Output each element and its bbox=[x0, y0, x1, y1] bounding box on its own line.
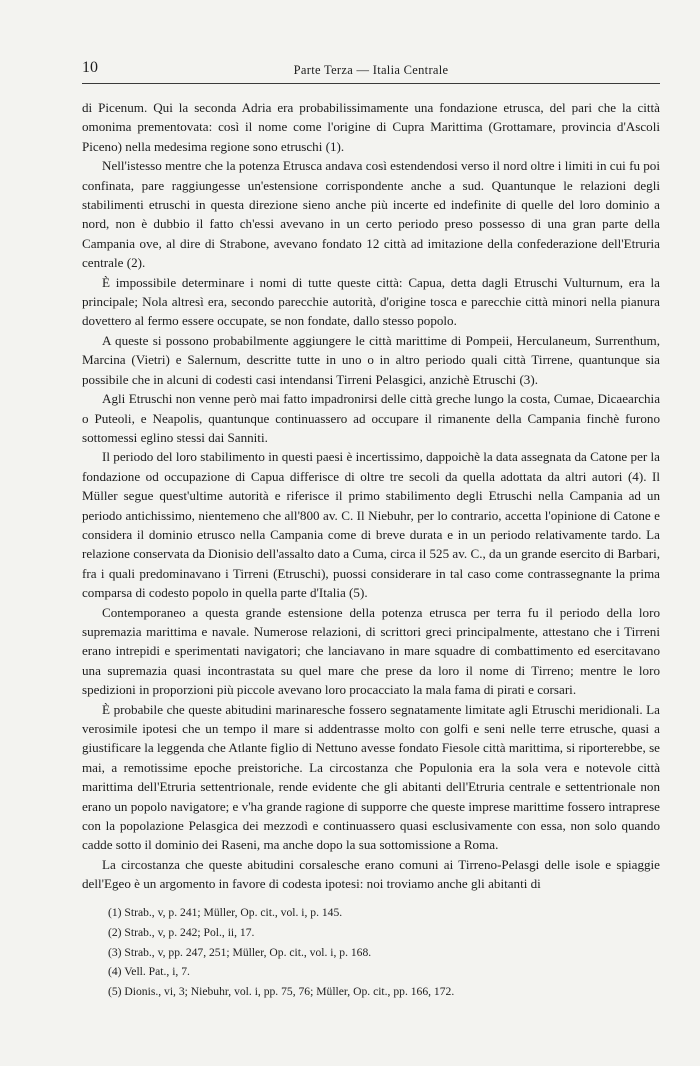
footnote-3: (3) Strab., v, pp. 247, 251; Müller, Op. cit., vol. i, p. 168. bbox=[108, 945, 372, 959]
paragraph-5: Agli Etruschi non venne però mai fatto impadronirsi delle città greche lungo la costa, Cumae, Dicaearchia o Puteoli, e Neapolis, quantunque continuassero ad occupare il rimanente della Campania finchè furono sottomessi eglino stessi dai Sanniti. bbox=[82, 391, 660, 445]
paragraph-7: Contemporaneo a questa grande estensione della potenza etrusca per terra fu il periodo della loro supremazia marittima e navale. Numerose relazioni, di scrittori greci principalmente, attestano che i Tirreni erano intrepidi e sperimentati navigatori; che lanciavano in mare squadre di combattimento ed esercitavano una supremazia quasi incontrastata su quel mare che prese da loro il nome di Tirreno; mentre le loro spedizioni in proporzioni più piccole avevano loro procacciato la mala fama di pirati e corsari. bbox=[82, 604, 660, 698]
paragraph-9: La circostanza che queste abitudini corsalesche erano comuni ai Tirreno-Pelasgi delle isole e spiaggie dell'Egeo è un argomento in favore di codesta ipotesi: noi troviamo anche gli abitanti di bbox=[82, 856, 660, 892]
paragraph-6: Il periodo del loro stabilimento in questi paesi è incertissimo, dappoichè la data assegnata da Catone per la fondazione od occupazione di Capua differisce di oltre tre secoli da quella adottata da altri autori (4). Il Müller segue quest'ultime autorità e riferisce il primo stabilimento degli Etruschi nella Campania ad un periodo antichissimo, nientemeno che all'800 av. C. Il Niebuhr, per lo contrario, accetta l'opinione di Catone e considera il dominio etrusco nella Campania come di breve durata e in un periodo relativamente tardo. La relazione conservata da Dionisio dell'assalto dato a Cuma, circa il 525 av. C., da un grande esercito di Barbari, fra i quali predominavano i Tirreni (Etruschi), puossi considerare in tal caso come contrassegnante la prima comparsa di codesto popolo in quella parte d'Italia (5). bbox=[82, 449, 660, 601]
footnote-1: (1) Strab., v, p. 241; Müller, Op. cit., vol. i, p. 145. bbox=[108, 906, 343, 919]
footnote-4: (4) Vell. Pat., i, 7. bbox=[108, 965, 190, 979]
paragraph-3: È impossibile determinare i nomi di tutte queste città: Capua, detta dagli Etruschi Vulturnum, era la principale; Nola altresì era, secondo parecchie autorità, d'origine tosca e parecchie città minori nella pianura dovettero al fermo essere occupate, se non fondate, dallo stesso popolo. bbox=[82, 274, 660, 329]
page-number: 10 bbox=[82, 59, 98, 76]
paragraph-8: È probabile che queste abitudini marinaresche fossero segnatamente limitate agli Etruschi meridionali. La verosimile ipotesi che un tempo il mare si addentrasse molto con golfi e seni nelle terre etrusche, quasi a giustificare la leggenda che Atlante figlio di Nettuno avesse fondato Fiesole città marittima, si riporterebbe, se mai, a remotissime epoche preistoriche. La circostanza che Populonia era la sola vera e notevole città marittima dell'Etruria settentrionale, rende evidente che gli abitanti dell'Etruria centrale e settentrionale non erano un popolo navigatore; e v'ha grande ragione di supporre che queste imprese marittime fossero intraprese con la popolazione Pelasgica dei mezzodì e continuassero quasi esclusivamente con essa, non solo quando cadde sotto il dominio dei Raseni, ma anche dopo la sua sottomissione a Roma. bbox=[82, 701, 660, 853]
footnote-5: (5) Dionis., vi, 3; Niebuhr, vol. i, pp. 75, 76; Müller, Op. cit., pp. 166, 172. bbox=[108, 985, 455, 999]
paragraph-4: A queste si possono probabilmente aggiungere le città marittime di Pompeii, Herculaneum, Surrenthum, Marcina (Vietri) e Salernum, descritte tutte in uno o in altro periodo quali città Tirrene, quantunque sia possibile che in alcuni di codesti casi intendansi Tirreni Pelasgici, anzichè Etruschi (3). bbox=[82, 332, 660, 387]
paragraph-2: Nell'istesso mentre che la potenza Etrusca andava così estendendosi verso il nord oltre i limiti in cui fu poi confinata, pare raggiungesse un'estensione corrispondente anche a sud. Quantunque le relazioni degli stabilimenti etruschi in questa direzione sieno anche più incerte ed indefinite di quelle del loro dominio a nord, non è dubbio il fatto ch'essi avevano in un certo periodo preso possesso di una gran parte della Campania ove, al dire di Strabone, avevano fondato 12 città ad imitazione della confederazione dell'Etruria centrale (2). bbox=[82, 158, 660, 271]
body-text bbox=[82, 98, 660, 894]
running-head: Parte Terza — Italia Centrale bbox=[293, 63, 449, 77]
footnote-2: (2) Strab., v, p. 242; Pol., ii, 17. bbox=[108, 925, 255, 939]
footnotes bbox=[108, 903, 660, 1002]
paragraph-1: di Picenum. Qui la seconda Adria era probabilissimamente una fondazione etrusca, del pari che la città omonima prementovata: così il nome come l'origine di Cupra Marittima (Grottamare, provincia d'Ascoli Piceno) nella medesima regione sono etruschi (1). bbox=[82, 100, 660, 154]
page-header bbox=[82, 55, 660, 84]
